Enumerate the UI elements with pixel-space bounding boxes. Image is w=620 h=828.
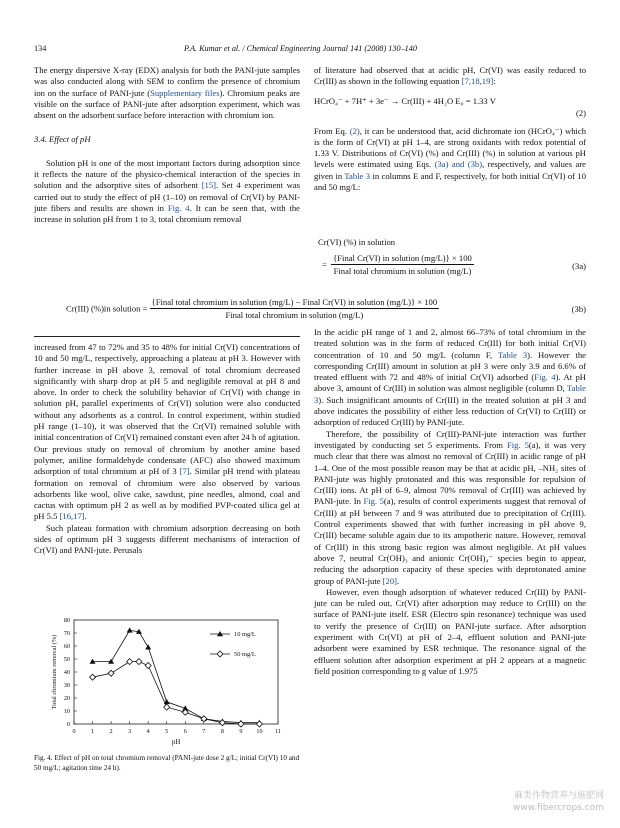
- equation-3a-number: (3a): [572, 261, 586, 271]
- table-link[interactable]: Table 3: [344, 170, 371, 181]
- x-tick-label: 8: [220, 728, 224, 735]
- legend-marker: [217, 631, 223, 636]
- equation-3b-denominator: Final total chromium in solution (mg/L): [225, 310, 364, 320]
- cr3-paragraph: Therefore, the possibility of Cr(III)-PANI-jute interaction was further investigated by conducting set 5 experiments. From Fig. 5(a), it was very much clear that there was almost no removal of Cr(III) in acidic range of pH 1–4. One of the most possible reason may be that at acidic pH, –NH₂ sites of PANI-jute was highly protonated and this was responsible for repulsion of Cr(III) ions. At pH of 6–9, almost 70% removal of Cr(III) was achieved by PANI-jute. In Fig. 5(a), results of control experiments suggest that removal of Cr(III) at pH between 7 and 9 was attributed due to precipitation of Cr(III). Control experiments showed that with further increasing in pH above 9, Cr(III) became soluble again due to its ampotheric nature. However, removal of Cr(III) in this strong basic region was almost negligible. At pH values above 7, neutral Cr(OH)₃ and anionic Cr(OH)₄⁻ species begin to appear, reducing the adsorption capacity of these species with deprotonated amine group of PANI-jute [20].: [314, 428, 586, 586]
- x-tick-label: 11: [275, 728, 281, 735]
- equation-3b-number: (3b): [571, 304, 586, 314]
- page-number: 134: [34, 44, 47, 53]
- y-tick-label: 80: [63, 617, 70, 624]
- figure-link[interactable]: Fig. 5: [506, 439, 529, 450]
- legend-label: 10 mg/L: [234, 631, 256, 639]
- ref-link[interactable]: [20]: [382, 575, 397, 586]
- equation-3a-denominator: Final total chromium in solution (mg/L): [333, 266, 472, 276]
- watermark: [513, 790, 604, 814]
- x-tick-label: 9: [239, 728, 243, 735]
- x-tick-label: 3: [128, 728, 132, 735]
- literature-paragraph: of literature had observed that at acidic pH, Cr(VI) was easily reduced to Cr(III) as shown in the following equation [7,18,19]:: [314, 65, 586, 87]
- equation-link[interactable]: (2): [349, 125, 360, 136]
- ref-link[interactable]: [16,17]: [59, 511, 85, 522]
- equation-2: HCrO₄⁻ + 7H⁺ + 3e⁻ → Cr(III) + 4H₂O E₀ = 1.33 V: [314, 95, 496, 106]
- data-point: [90, 674, 96, 680]
- ref-link[interactable]: [7]: [179, 466, 190, 477]
- x-tick-label: 2: [109, 728, 113, 735]
- equation-2-block: [314, 88, 586, 120]
- y-tick-label: 30: [63, 682, 70, 689]
- x-tick-label: 7: [202, 728, 206, 735]
- x-tick-label: 5: [165, 728, 169, 735]
- equation-3a-lhs: Cr(VI) (%) in solution: [318, 237, 396, 247]
- y-tick-label: 20: [63, 695, 70, 702]
- equation-3a-numerator: {Final Cr(VI) in solution (mg/L)} × 100: [333, 253, 472, 263]
- right-column-bottom: [314, 327, 586, 677]
- data-point: [145, 644, 151, 649]
- supplementary-link[interactable]: Supplementary files: [150, 87, 220, 98]
- edx-paragraph: The energy dispersive X-ray (EDX) analysis for both the PANI-jute samples was also conducted along with SEM to confirm the presence of chromium ion on the surface of PANI-jute (Supplementary files). Chromium peaks are visible on the surface of PANI-jute after adsorption experiment, which was absent on the adsorbent surface before interaction with chromium ion.: [34, 65, 300, 121]
- data-point: [219, 720, 225, 726]
- data-point: [256, 721, 262, 727]
- y-tick-label: 0: [66, 721, 70, 728]
- y-tick-label: 50: [63, 656, 70, 663]
- equation-3b: [66, 297, 439, 320]
- x-tick-label: 6: [183, 728, 187, 735]
- legend-marker: [217, 651, 223, 657]
- x-axis-label: pH: [171, 738, 181, 746]
- left-column-top: [34, 65, 300, 226]
- table-link[interactable]: Table 3: [314, 383, 586, 405]
- legend-label: 50 mg/L: [234, 651, 256, 659]
- data-point: [108, 670, 114, 676]
- equation-3b-lhs: Cr(III) (%)in solution =: [66, 303, 148, 314]
- data-point: [90, 659, 96, 664]
- equation-link[interactable]: (3a) and (3b): [434, 159, 483, 170]
- ref-link[interactable]: [15]: [201, 180, 217, 191]
- data-point: [136, 659, 142, 665]
- series-line-1: [93, 630, 260, 722]
- section-heading: 3.4. Effect of pH: [34, 134, 91, 145]
- x-tick-label: 1: [90, 728, 95, 735]
- data-point: [127, 627, 133, 632]
- data-point: [127, 659, 133, 665]
- y-tick-label: 60: [63, 643, 70, 650]
- data-point: [145, 663, 151, 669]
- table-link[interactable]: Table 3: [497, 349, 528, 360]
- equation-3a: = $\frac{\text{\{Final Cr(VI) in solution (mg/L)\} × 100}}{\text{Final total chromium in solution (mg/L)}}$: [322, 253, 472, 276]
- series-line-2: [93, 662, 260, 724]
- journal-running-title: P.A. Kumar et al. / Chemical Engineering Journal 141 (2008) 130–140: [184, 44, 417, 53]
- figure-4-chart: [34, 612, 300, 752]
- ph-paragraph: Solution pH is one of the most important factors during adsorption since it reflects the nature of the physico-chemical interaction of the species in solution and the adsorptive sites of adsorbent [15]. Set 4 experiment was carried out to study the effect of pH (1–10) on removal of Cr(VI) by PANI-jute fibers and results are shown in Fig. 4. It can be seen that, with the increase in solution pH from 1 to 3, total chromium removal: [34, 157, 300, 225]
- watermark-line-2: www.fibercrops.com: [513, 803, 604, 813]
- acidic-paragraph: In the acidic pH range of 1 and 2, almost 66–73% of total chromium in the treated solution was in the form of reduced Cr(III) for both initial Cr(VI) concentration of 10 and 50 mg/L (column F, Table 3). However the corresponding Cr(III) amount in solution at pH 3 were only 3.9 and 6.6% of treated effluent with 72 and 48% of initial Cr(VI) adsorbed (Fig. 4). At pH above 3, amount of Cr(III) in solution was almost negligible (column D, Table 3). Such insignificant amounts of Cr(III) in the treated solution at pH 3 and above indicates the possibility of either less reduction of Cr(VI) to Cr(III) or adsorption of reduced Cr(III) by PANI-jute.: [314, 327, 586, 428]
- data-point: [238, 721, 244, 727]
- data-point: [164, 704, 170, 710]
- equation-2-number: (2): [575, 107, 586, 118]
- plateau-paragraph: Such plateau formation with chromium adsorption decreasing on both sides of optimum pH 3 suggests different mechanisms of interaction of Cr(VI) and PANI-jute. Perusals: [34, 522, 300, 556]
- right-column-top: [314, 65, 586, 193]
- x-tick-label: 10: [256, 728, 263, 735]
- x-tick-label: 4: [146, 728, 150, 735]
- equation-paragraph: From Eq. (2), it can be understood that, acid dichromate ion (HCrO₄⁻) which is the form of Cr(VI) at pH 1–4, are strong oxidants with redox potential of 1.33 V. Distributions of Cr(VI) (%) and Cr(III) (%) in solution at various pH levels were estimated using Eqs. (3a) and (3b), respectively, and values are given in Table 3 in columns E and F, respectively, for both initial Cr(VI) of 10 and 50 mg/L:: [314, 125, 587, 193]
- left-column-bottom: [34, 342, 300, 557]
- removal-paragraph: increased from 47 to 72% and 35 to 48% for initial Cr(VI) concentrations of 10 and 50 mg/L, respectively, approaching a plateau at pH 3. However with further increase in pH above 3, removal of total chromium decreased significantly with sharp drop at pH 5 and negligible removal at pH 8 and above. In order to check the solubility behavior of Cr(VI) with change in solution pH, parallel experiments of Cr(VI) solution were also conducted without any adsorbents as a control. In control experiment, within studied pH range (1–10), it was observed that the Cr(VI) remained soluble with initial concentration of Cr(VI) remained constant even after 24 h of agitation. Our previous study on removal of chromium by another amine based polymer, aniline formaldehyde condensate (AFC) also showed maximum adsorption of total chromium at pH of 3 [7]. Similar pH trend with plateau formation on removal of chromium were also observed by various adsorbents like wool, olive cake, sawdust, pine needles, almond, coal and cactus with optimum pH 2 as well as by modified PVP-coated silica gel at pH 5.5 [16,17].: [34, 342, 300, 522]
- esr-paragraph: However, even though adsorption of whatever reduced Cr(III) by PANI-jute can be ruled out, Cr(VI) after adsorption may reduce to Cr(III) on the surface of PANI-jute itself. ESR (Electro spin resonance) technique was used to verify the presence of Cr(III) on PANI-jute surface. After adsorption experiment with Cr(VI) at pH of 2–4, effluent solution and PANI-jute adsorbent were examined by ESR technique. The resonance signal of the effluent solution after adsorption experiment at pH 2 appears at a magnetic field position corresponding to g value of 1.975: [314, 586, 586, 676]
- section-divider: [34, 336, 300, 337]
- figure-link[interactable]: Fig. 4: [167, 202, 190, 213]
- figure-4-caption: Fig. 4. Effect of pH on total chromium removal (PANI-jute dose 2 g/L; initial Cr(VI) 10 and 50 mg/L; agitation time 24 h).: [34, 754, 300, 772]
- figure-link[interactable]: Fig. 4: [534, 372, 556, 383]
- y-axis-label: Total chromium removal (%): [51, 634, 58, 710]
- y-tick-label: 10: [63, 708, 70, 715]
- x-tick-label: 0: [72, 728, 76, 735]
- figure-link[interactable]: Fig. 5: [363, 496, 384, 507]
- y-tick-label: 40: [63, 669, 70, 676]
- data-point: [108, 659, 114, 664]
- watermark-line-1: 麻类作物营养与施肥网: [513, 791, 604, 801]
- ref-link[interactable]: [7,18,19]: [461, 76, 494, 87]
- y-tick-label: 70: [63, 630, 70, 637]
- equation-3b-numerator: {Final total chromium in solution (mg/L) − Final Cr(VI) in solution (mg/L)} × 100: [151, 297, 438, 307]
